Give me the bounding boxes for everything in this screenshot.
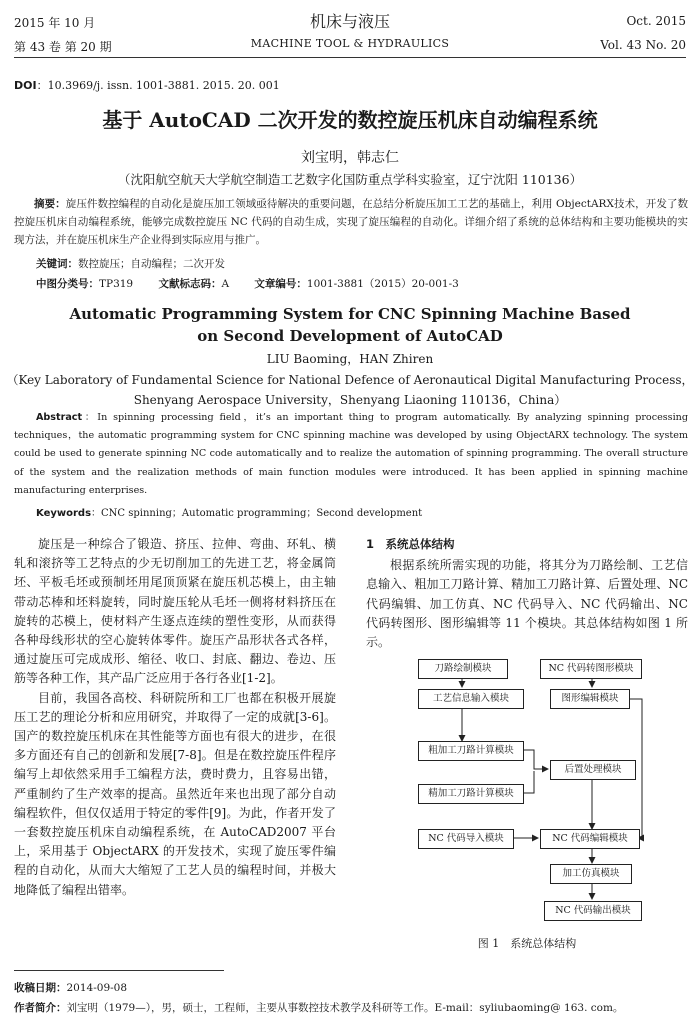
received-date [14, 980, 694, 995]
classification-cn [36, 275, 686, 293]
section-heading: 1 系统总体结构 [366, 537, 455, 551]
article-no-label: 文章编号： [254, 278, 307, 290]
affiliation-cn: （沈阳航空航天大学航空制造工艺数字化国防重点学科实验室，辽宁沈阳 110136） [117, 172, 583, 187]
paper-title-en-line1: Automatic Programming System for CNC Spinning Machine Based [69, 305, 631, 323]
clc-label: 中图分类号： [36, 278, 99, 290]
keywords-cn [36, 255, 686, 273]
module-rough-path: 粗加工刀路计算模块 [418, 741, 524, 761]
abstract-en [14, 409, 688, 500]
keywords-cn-label: 关键词： [36, 258, 78, 270]
doc-code-value: A [221, 278, 230, 290]
author-bio-text: 刘宝明（1979—），男，硕士，工程师，主要从事数控技术教学及科研等工作。E-mail：syliubaoming@ 163. com。 [66, 1002, 624, 1014]
keywords-en [36, 505, 686, 523]
doi-label: DOI [14, 79, 37, 92]
affiliation-en [0, 370, 700, 410]
arrow-connector [522, 750, 548, 769]
module-tool-path-draw: 刀路绘制模块 [418, 659, 508, 679]
module-nc-edit: NC 代码编辑模块 [540, 829, 640, 849]
module-finish-path: 精加工刀路计算模块 [418, 784, 524, 804]
journal-header [0, 0, 700, 58]
section-paragraph: 根据系统所需实现的功能，将其分为刀路绘制、工艺信息输入、粗加工刀路计算、精加工刀路计算、后置处理、NC 代码编辑、加工仿真、NC 代码导入、NC 代码输出、NC 代码转图形、图形编辑等 11 个模块。其总体结构如图 1 所示。 [366, 558, 688, 650]
figure-caption: 图 1 系统总体结构 [477, 937, 577, 950]
doi-value: ：10.3969/j. issn. 1001-3881. 2015. 20. 001 [36, 79, 280, 92]
doc-code-group [158, 278, 229, 290]
issue-date-cn: 2015 年 10 月 [14, 16, 96, 30]
body-right-column [366, 535, 688, 652]
module-nc-to-graphic: NC 代码转图形模块 [540, 659, 642, 679]
abstract-en-text: ：In spinning processing field，it’s an important thing to program automatically. By analyzing spinning processing techniques，the automatic programming system for CNC spinning machine was developed by using ObjectARX technology. The system could be used to generate spinning NC code automatically and to realize the automation of spinning programming. The overall structure of the system and the realization methods of main function modules were introduced. It has been applied in spinning machine manufacturing enterprises. [14, 412, 688, 496]
footnote-rule [14, 970, 224, 971]
body-left-column [14, 535, 336, 900]
paper-title-en [0, 303, 700, 347]
clc-group [36, 278, 133, 290]
abstract-cn-label: 摘要： [34, 198, 66, 210]
article-no-group [254, 278, 458, 290]
article-no-value: 1001-3881（2015）20-001-3 [306, 278, 459, 290]
header-rule [14, 57, 686, 58]
module-process-info: 工艺信息输入模块 [418, 689, 524, 709]
issue-date-en: Oct. 2015 [626, 14, 686, 28]
module-nc-output: NC 代码输出模块 [544, 901, 642, 921]
body-paragraph: 旋压是一种综合了锻造、挤压、拉伸、弯曲、环轧、横轧和滚挤等工艺特点的少无切削加工的先进工艺，将金属筒坯、平板毛坯或预制坯用尾顶顶紧在旋压机芯模上，由主轴带动芯棒和坯料旋转，同时旋压轮从毛坯一侧将材料挤压在旋转的芯模上，使材料产生逐点连续的塑性变形，从而获得各种母线形状的空心旋转体零件。旋压产品形状各式各样，通过旋压可完成成形、缩径、收口、封底、翻边、卷边、压筋等各种工作，其产品广泛应用于各行各业[1-2]。 [14, 537, 336, 686]
affiliation-en-line2: Shenyang Aerospace University，Shenyang Liaoning 110136，China） [133, 393, 567, 407]
authors-en: LIU Baoming，HAN Zhiren [266, 352, 434, 366]
affiliation-en-line1: （Key Laboratory of Fundamental Science for National Defence of Aeronautical Digital Manufacturing Process， [6, 373, 694, 387]
module-graphic-edit: 图形编辑模块 [550, 689, 630, 709]
issue-volume-cn: 第 43 卷 第 20 期 [14, 40, 112, 54]
author-bio-label: 作者简介： [14, 1002, 67, 1014]
received-value: 2014-09-08 [66, 982, 128, 994]
author-bio [14, 1000, 694, 1015]
abstract-cn-text: 旋压件数控编程的自动化是旋压加工领域亟待解决的重要问题，在总结分析旋压加工工艺的基础上，利用 ObjectARX技术，开发了数控旋压机床自动编程系统，能够完成数控旋压 NC 代码的自动生成，实现了旋压编程的自动化。详细介绍了系统的总体结构和主要功能模块的实现方法，并在旋压机床生产企业得到实际应用与推广。 [14, 198, 689, 246]
abstract-cn [14, 195, 688, 249]
paper-title-cn: 基于 AutoCAD 二次开发的数控旋压机床自动编程系统 [102, 108, 598, 132]
body-paragraph: 目前，我国各高校、科研院所和工厂也都在积极开展旋压工艺的理论分析和应用研究，并取得了一定的成就[3-6]。国产的数控旋压机床在其性能等方面也有很大的进步，在很多方面还有自己的创新和发展[7-8]。但是在数控旋压件程序编写上却依然采用手工编程方法，费时费力，且容易出错，严重制约了生产效率的提高。虽然近年来也出现了部分自动编程软件，但仅仅适用于特定的零件[9]。为此，作者开发了一套数控旋压机床自动编程系统，在 AutoCAD2007 平台上，采用基于 ObjectARX 的开发技术，实现了旋压零件编程的自动化，从而大大缩短了工艺人员的编程时间，并极大地降低了编程出错率。 [14, 690, 336, 897]
module-nc-import: NC 代码导入模块 [418, 829, 514, 849]
system-structure-diagram [410, 659, 650, 929]
abstract-en-label: Abstract [36, 412, 83, 423]
module-simulation: 加工仿真模块 [550, 864, 632, 884]
received-label: 收稿日期： [14, 982, 67, 994]
authors-cn: 刘宝明，韩志仁 [301, 150, 399, 166]
doi-line [14, 77, 280, 93]
paper-title-en-line2: on Second Development of AutoCAD [197, 327, 503, 345]
issue-volume-en: Vol. 43 No. 20 [600, 38, 686, 52]
module-post-process: 后置处理模块 [550, 760, 636, 780]
journal-name-cn: 机床与液压 [309, 12, 390, 31]
keywords-cn-text: 数控旋压；自动编程；二次开发 [78, 258, 225, 270]
clc-value: TP319 [99, 278, 134, 290]
doc-code-label: 文献标志码： [158, 278, 222, 290]
keywords-en-text: ：CNC spinning；Automatic programming；Second development [91, 508, 423, 519]
keywords-en-label: Keywords [36, 508, 92, 519]
journal-name-en: MACHINE TOOL & HYDRAULICS [250, 37, 450, 50]
